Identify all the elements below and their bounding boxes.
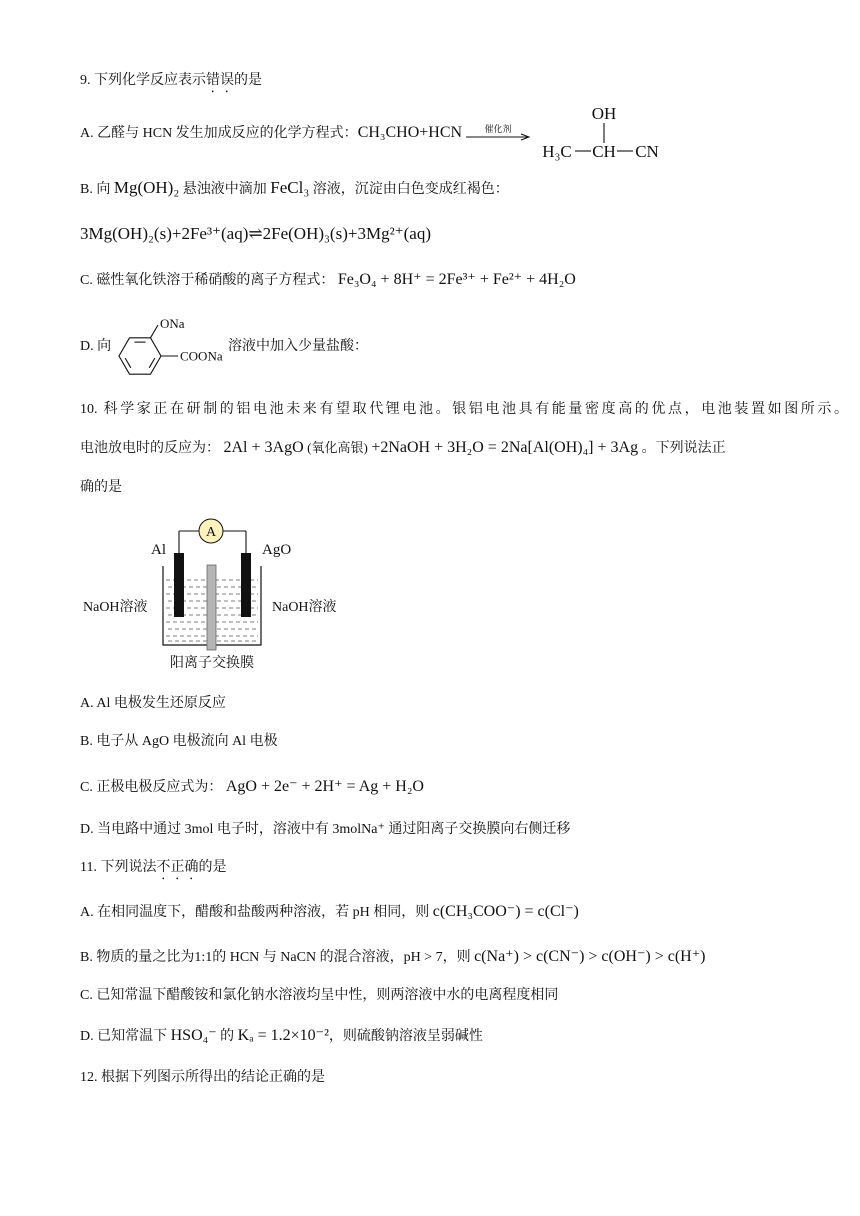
ago-electrode bbox=[241, 553, 251, 617]
al-electrode-label: Al bbox=[151, 542, 166, 558]
equation-note: (氧化高银) bbox=[307, 440, 368, 455]
q10-stem-text: 确的是 bbox=[80, 480, 122, 495]
option-label: B. bbox=[80, 950, 93, 965]
option-label: C. bbox=[80, 780, 93, 795]
cyanohydrin-structure bbox=[540, 101, 670, 163]
reaction-arrow bbox=[465, 123, 531, 145]
q11-stem bbox=[80, 858, 226, 883]
discharge-equation-part: +2NaOH + 3H₂O = 2Na[Al(OH)₄] + 3Ag bbox=[371, 439, 639, 456]
acid-constant: Kₐ = 1.2×10⁻² bbox=[237, 1027, 329, 1044]
discharge-equation-part: 2Al + 3AgO bbox=[223, 439, 304, 456]
benzene-ring bbox=[119, 338, 161, 374]
option-text: ，则硫酸钠溶液呈弱碱性 bbox=[328, 1029, 483, 1044]
option-label: D. bbox=[80, 339, 94, 354]
q11-option-b bbox=[80, 947, 706, 968]
methine-group: CH bbox=[592, 142, 616, 161]
option-text: 向 bbox=[96, 182, 111, 197]
q10-stem-text: 。下列说法正 bbox=[641, 441, 726, 456]
reagent-formula: Mg(OH)₂ bbox=[113, 178, 180, 197]
q11-stem-end: 的是 bbox=[198, 860, 227, 875]
q11-number: 11. bbox=[80, 860, 97, 875]
q10-option-d bbox=[80, 820, 570, 840]
option-text: 正极电极反应式为： bbox=[96, 780, 223, 795]
q9-option-d-tail bbox=[228, 337, 368, 357]
q10-option-b bbox=[80, 732, 278, 752]
ion-formula: HSO₄⁻ bbox=[170, 1027, 217, 1044]
option-label: A. bbox=[80, 905, 94, 920]
option-text: 已知常温下醋酸铵和氯化钠水溶液均呈中性，则两溶液中水的电离程度相同 bbox=[96, 988, 559, 1003]
sodium-salicylate-structure bbox=[108, 308, 234, 384]
reagent-formula: FeCl₃ bbox=[270, 178, 310, 197]
nitrile-group: CN bbox=[635, 142, 659, 161]
left-solution-label: NaOH溶液 bbox=[83, 600, 148, 615]
option-text: 物质的量之比为1:1的 HCN 与 NaCN 的混合溶液，pH > 7，则 bbox=[96, 950, 471, 965]
equilibrium-equation: 3Mg(OH)₂(s)+2Fe³⁺(aq)⇌2Fe(OH)₃(s)+3Mg²⁺(aq) bbox=[80, 224, 432, 243]
al-electrode bbox=[174, 553, 184, 617]
q12-stem bbox=[80, 1068, 325, 1088]
q9-stem bbox=[80, 71, 262, 96]
electrode-equation: AgO + 2e⁻ + 2H⁺ = Ag + H₂O bbox=[225, 778, 424, 795]
q11-stem-emphasis: 不正确 bbox=[156, 860, 199, 875]
option-text: 在相同温度下，醋酸和盐酸两种溶液，若 pH 相同，则 bbox=[97, 905, 430, 920]
option-label: D. bbox=[80, 1029, 94, 1044]
q10-stem-text: 电池放电时的反应为： bbox=[80, 441, 220, 456]
q11-option-d bbox=[80, 1026, 483, 1047]
option-label: B. bbox=[80, 734, 93, 749]
catalyst-label: 催化剂 bbox=[484, 124, 512, 134]
q11-stem-text: 下列说法 bbox=[100, 860, 157, 875]
q9-option-a bbox=[80, 104, 670, 185]
q9-stem-emphasis: 错误 bbox=[206, 73, 234, 88]
q9-option-b bbox=[80, 178, 509, 200]
q11-option-a bbox=[80, 902, 579, 923]
cation-exchange-membrane bbox=[207, 565, 216, 650]
concentration-formula: c(Na⁺) > c(CN⁻) > c(OH⁻) > c(H⁺) bbox=[474, 948, 706, 965]
q12-number: 12. bbox=[80, 1070, 98, 1085]
option-text: 悬浊液中滴加 bbox=[182, 182, 267, 197]
q9-option-c bbox=[80, 270, 576, 291]
q9-stem-text: 下列化学反应表示 bbox=[94, 73, 206, 88]
ona-bond bbox=[151, 325, 159, 338]
hydroxyl-group: OH bbox=[591, 104, 617, 123]
option-label: A. bbox=[80, 126, 94, 142]
ammeter-label: A bbox=[205, 525, 217, 540]
ring-double-bond bbox=[125, 358, 131, 368]
option-label: C. bbox=[80, 988, 93, 1003]
ago-electrode-label: AgO bbox=[262, 542, 292, 558]
q12-stem-text: 根据下列图示所得出的结论正确的是 bbox=[101, 1070, 325, 1085]
q10-number: 10. bbox=[80, 402, 98, 417]
option-text: 已知常温下 bbox=[97, 1029, 168, 1044]
option-label: B. bbox=[80, 182, 93, 197]
option-text: 乙醛与 HCN 发生加成反应的化学方程式： bbox=[97, 126, 358, 142]
ionic-equation: Fe₃O₄ + 8H⁺ = 2Fe³⁺ + Fe²⁺ + 4H₂O bbox=[337, 271, 576, 288]
membrane-label: 阳离子交换膜 bbox=[170, 656, 254, 671]
option-text: Al 电极发生还原反应 bbox=[96, 696, 226, 711]
q10-stem-line-2 bbox=[80, 438, 726, 459]
concentration-formula: c(CH₃COO⁻) = c(Cl⁻) bbox=[432, 903, 579, 920]
option-text: 磁性氧化铁溶于稀硝酸的离子方程式： bbox=[96, 273, 335, 288]
q10-stem-text: 科学家正在研制的铝电池未来有望取代锂电池。银铝电池具有能量密度高的优点，电池装置如图所示。 bbox=[103, 402, 849, 417]
q10-stem-line-1 bbox=[80, 400, 848, 420]
option-text: 溶液中加入少量盐酸： bbox=[228, 339, 368, 354]
q9-option-d bbox=[80, 337, 111, 357]
option-text: 电子从 AgO 电极流向 Al 电极 bbox=[96, 734, 278, 749]
reactants-formula: CH₃CHO+HCN bbox=[357, 124, 463, 142]
option-text: 向 bbox=[97, 339, 112, 354]
option-label: D. bbox=[80, 822, 94, 837]
ring-double-bond bbox=[149, 358, 155, 368]
q10-stem-line-3 bbox=[80, 478, 122, 498]
methyl-group: H₃C bbox=[542, 142, 572, 161]
q10-option-a bbox=[80, 694, 226, 714]
option-label: C. bbox=[80, 273, 93, 288]
q11-option-c bbox=[80, 986, 558, 1006]
right-solution-label: NaOH溶液 bbox=[272, 600, 337, 615]
q9-number: 9. bbox=[80, 73, 91, 88]
coona-substituent: COONa bbox=[180, 348, 223, 364]
q9-option-b-equation bbox=[80, 224, 431, 246]
battery-diagram bbox=[75, 510, 385, 678]
q9-stem-end: 的是 bbox=[234, 73, 262, 88]
option-label: A. bbox=[80, 696, 94, 711]
option-text: 的 bbox=[220, 1029, 235, 1044]
option-text: 溶液，沉淀由白色变成红褐色： bbox=[312, 182, 509, 197]
ona-substituent: ONa bbox=[160, 316, 185, 331]
q10-option-c bbox=[80, 777, 424, 798]
option-text: 当电路中通过 3mol 电子时，溶液中有 3molNa⁺ 通过阳离子交换膜向右侧迁移 bbox=[97, 822, 571, 837]
